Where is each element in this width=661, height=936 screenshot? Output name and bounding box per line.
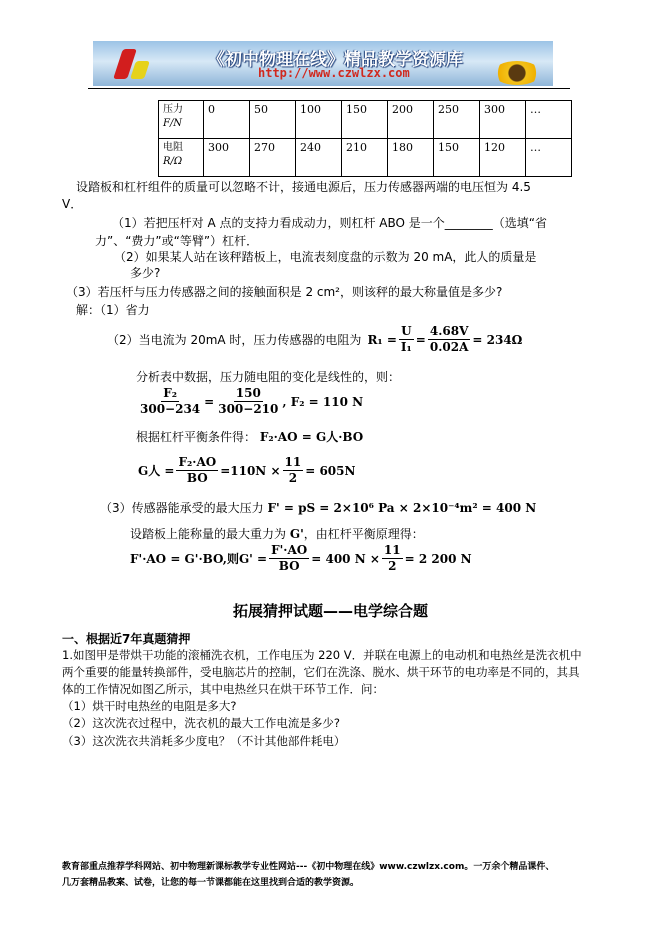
- table-cell: 50: [250, 101, 296, 139]
- question-2-cont: 多少?: [130, 266, 161, 280]
- table-cell: 210: [342, 139, 388, 177]
- footer-line: 教育部重点推荐学科网站、初中物理新课标教学专业性网站---《初中物理在线》www.czwlzx.com。一万余个精品课件、: [62, 862, 555, 872]
- table-cell: 150: [434, 139, 480, 177]
- problem-line: 1.如图甲是带烘干功能的滚桶洗衣机，工作电压为 220 V．并联在电源上的电动机和电热丝是洗衣机中: [62, 648, 582, 662]
- header-banner: [93, 41, 553, 86]
- fraction: $\frac{4.68V}{0.02A}$: [429, 324, 469, 354]
- formula-part: = 2 200 N: [404, 551, 472, 566]
- problem-line: 两个重要的能量转换部件，受电脑芯片的控制，它们在洗涤、脱水、烘干环节的电功率是不同的，其具: [62, 665, 580, 679]
- table-cell: 150: [342, 101, 388, 139]
- sunflower-icon: [493, 61, 541, 85]
- question-1-cont: 力”、“费力”或“等臂”）杠杆．: [95, 234, 259, 248]
- problem-line: （2）这次洗衣过程中，洗衣机的最大工作电流是多少?: [62, 716, 340, 730]
- formula-part: R₁ =: [367, 332, 397, 347]
- problem-line: （3）这次洗衣共消耗多少度电？（不计其他部件耗电）: [62, 734, 346, 748]
- table-cell: 300: [204, 139, 250, 177]
- formula-part: =: [204, 394, 215, 409]
- row-header: 电阻 R/Ω: [159, 139, 204, 177]
- fraction: $\frac{11}{2}$: [383, 543, 401, 573]
- formula-g: [138, 455, 355, 486]
- formula-part: G人 =: [138, 464, 175, 478]
- table-cell: 270: [250, 139, 296, 177]
- table-cell: 120: [480, 139, 526, 177]
- banner-title: 《初中物理在线》精品教学资源库: [208, 50, 463, 70]
- pressure-resistance-table: [158, 100, 572, 177]
- table-cell: 300: [480, 101, 526, 139]
- fraction: $\frac{U}{\text{I₁}}$: [400, 324, 412, 354]
- table-row: [159, 139, 572, 177]
- fraction: $\frac{\text{F₂·AO}}{BO}$: [178, 455, 217, 485]
- section-heading: 拓展猜押试题——电学综合题: [232, 602, 428, 620]
- problem-line: 体的工作情况如图乙所示，其中电热丝只在烘干环节工作．问：: [62, 682, 384, 696]
- formula-part: F'·AO = G'·BO,则G' =: [130, 552, 268, 566]
- formula-part: = 400 N ×: [311, 551, 380, 566]
- formula-part: =110N ×: [220, 463, 281, 478]
- formula-part: = 605N: [305, 463, 356, 478]
- answer-2-text: （2）当电流为 20mA 时，压力传感器的电阻为: [107, 332, 362, 347]
- question-1: （1）若把压杆对 A 点的支持力看成动力，则杠杆 ABO 是一个________（选填“省: [112, 216, 547, 230]
- fraction: $\frac{150}{300-210}$: [218, 386, 279, 416]
- answer-3-cont: 设踏板上能称量的最大重力为 G'，由杠杆平衡原理得：: [130, 527, 424, 541]
- footer-line: 几万套精品教案、试卷，让您的每一节课都能在这里找到合适的教学资源。: [62, 878, 360, 888]
- lever-condition: 根据杠杆平衡条件得： F₂·AO = G人·BO: [136, 430, 364, 444]
- table-row: [159, 101, 572, 139]
- question-2: （2）如果某人站在该秤踏板上，电流表刻度盘的示数为 20 mA，此人的质量是: [114, 250, 537, 264]
- answer-1: 解：（1）省力: [76, 303, 150, 317]
- table-cell: 100: [296, 101, 342, 139]
- answer-2: [107, 324, 522, 355]
- table-cell: …: [526, 101, 572, 139]
- formula-part: , F₂ = 110 N: [282, 394, 364, 409]
- fraction: $\frac{\text{F₂}}{300-234}$: [140, 386, 201, 416]
- table-cell: …: [526, 139, 572, 177]
- table-cell: 250: [434, 101, 480, 139]
- answer-3: （3）传感器能承受的最大压力 F' = pS = 2×10⁶ Pa × 2×10⁻⁴m² = 400 N: [100, 501, 537, 515]
- row-header: 压力 F/N: [159, 101, 204, 139]
- logo-accent-icon: [130, 61, 150, 79]
- fraction: $\frac{11}{2}$: [284, 455, 302, 485]
- formula-part: = 234Ω: [472, 332, 523, 347]
- formula-part: =: [415, 332, 426, 347]
- table-cell: 180: [388, 139, 434, 177]
- problem-line: （1）烘干时电热丝的电阻是多大?: [62, 699, 237, 713]
- table-cell: 200: [388, 101, 434, 139]
- fraction: $\frac{F'\cdot AO}{BO}$: [271, 543, 308, 573]
- paragraph: 设踏板和杠杆组件的质量可以忽略不计，接通电源后，压力传感器两端的电压恒为 4.5: [76, 180, 531, 194]
- header-divider: [88, 88, 570, 89]
- table-cell: 0: [204, 101, 250, 139]
- formula-g-prime: [130, 543, 472, 574]
- banner-url[interactable]: http://www.czwlzx.com: [258, 66, 410, 80]
- section-subheading: 一、根据近7年真题猜押: [62, 632, 191, 646]
- table-cell: 240: [296, 139, 342, 177]
- paragraph: V．: [62, 197, 83, 211]
- question-3: （3）若压杆与压力传感器之间的接触面积是 2 cm²，则该秤的最大称量值是多少?: [66, 285, 503, 299]
- analysis-text: 分析表中数据，压力随电阻的变化是线性的，则：: [136, 370, 401, 384]
- formula-f2: [136, 386, 363, 417]
